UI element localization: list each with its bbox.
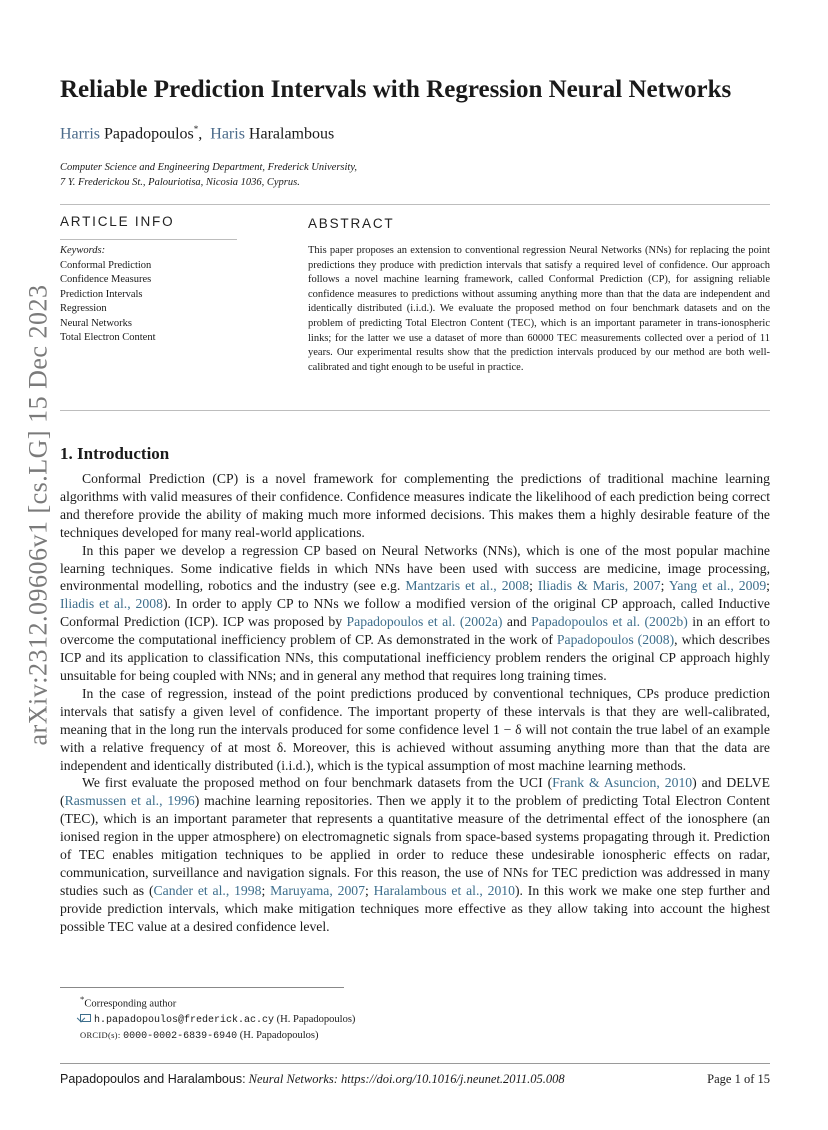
orcid-label: ORCID(s): xyxy=(80,1029,121,1040)
footnote-email: h.papadopoulos@frederick.ac.cy (H. Papadopoulos) xyxy=(80,1012,355,1028)
footer-journal: Neural Networks: https://doi.org/10.1016/j.neunet.2011.05.008 xyxy=(248,1072,565,1086)
citation-link[interactable]: Rasmussen et al., 1996 xyxy=(64,793,195,809)
footer-divider xyxy=(60,1063,770,1064)
keyword: Conformal Prediction xyxy=(60,259,152,271)
abstract-text: This paper proposes an extension to conventional regression Neural Networks (NNs) for replacing the point predictions they produce with prediction intervals that satisfy a required level of confidence. Our approach follows a novel machine learning framework, called Conformal Prediction (CP), for assigning reliable confidence measures to predictions without assuming anything more than that the data are independent and identically distributed (i.i.d.). We evaluate the proposed method on four benchmark datasets and on the problem of predicting Total Electron Content (TEC), which is an important parameter in trans-ionospheric links; for the latter we use a dataset of more than 60000 TEC measurements collected over a period of 11 years. Our experimental results show that the prediction intervals produced by our method are both well-calibrated and tight enough to be useful in practice. xyxy=(308,245,770,373)
author-last-name: Papadopoulos xyxy=(103,125,194,143)
paragraph: Conformal Prediction (CP) is a novel framework for complementing the predictions of traditional machine learning algorithms with valid measures of their confidence. Confidence measures indicate the likelihood of each prediction being correct and therefore provide the ability of making much more informed decisions. This makes them a highly desirable feature of the techniques developed for many real-world applications. xyxy=(60,471,770,540)
author-last-name: Haralambous xyxy=(248,125,335,143)
author-line: Harris Papadopoulos*, Haris Haralambous xyxy=(60,124,335,143)
citation-link[interactable]: Haralambous et al., 2010 xyxy=(373,882,515,898)
footnotes xyxy=(80,992,355,1044)
paragraph: We first evaluate the proposed method on four benchmark datasets from the UCI (Frank & Asuncion, 2010) and DELVE (Rasmussen et al., 1996) machine learning repositories. Then we apply it to the problem of predicting Total Electron Content (TEC), which is an important parameter that represents a quantitative measure of the detrimental effect of the ionosphere (an ionised region in the upper atmosphere) on electromagnetic signals from space-based systems propagating through it. Prediction of TEC enables mitigation techniques to be applied in order to reduce these undesirable ionospheric effects on radar, communication, surveillance and navigation signals. For this reason, the use of NNs for TEC prediction was addressed in many studies such as (Cander et al., 1998; Maruyama, 2007; Haralambous et al., 2010). In this work we make one step further and provide prediction intervals, which make mitigation techniques more effective as they allow taking into account the highest possible TEC value at a desired confidence level. xyxy=(60,775,771,934)
keyword: Confidence Measures xyxy=(60,274,152,285)
citation-link[interactable]: Papadopoulos et al. (2002b) xyxy=(531,614,688,630)
keywords-block xyxy=(60,244,156,346)
corresponding-mark: * xyxy=(193,124,199,134)
citation-link[interactable]: Papadopoulos et al. (2002a) xyxy=(346,614,503,630)
mail-icon xyxy=(80,1014,91,1022)
arxiv-id: arXiv:2312.09606v1 [cs.LG] 15 Dec 2023 xyxy=(23,284,53,746)
paragraph: In this paper we develop a regression CP based on Neural Networks (NNs), which is one of the most popular machine learning techniques. Some indicative fields in which NNs have been used with success are medicine, image processing, environmental modelling, robotics and the industry (see e.g. Mantzaris et al., 2008; Iliadis & Maris, 2007; Yang et al., 2009; Iliadis et al., 2008). In order to apply CP to NNs we follow a modified version of the original CP approach, called Inductive Conformal Prediction (ICP). ICP was proposed by Papadopoulos et al. (2002a) and Papadopoulos et al. (2002b) in an effort to overcome the computational inefficiency problem of CP. As demonstrated in the work of Papadopoulos (2008), which describes ICP and its application to classification NNs, this computational inefficiency problem renders the original CP approach highly unsuitable for being coupled with NNs; and in general any method that requires long training times. xyxy=(60,542,771,683)
page-number: Page 1 of 15 xyxy=(707,1072,770,1086)
footnote-orcid: ORCID(s): 0000-0002-6839-6940 (H. Papadopoulos) xyxy=(80,1029,319,1042)
keyword: Prediction Intervals xyxy=(60,288,143,300)
keywords-label: Keywords: xyxy=(60,245,106,256)
citation-link[interactable]: Iliadis et al., 2008 xyxy=(60,596,163,612)
divider xyxy=(60,410,770,411)
divider xyxy=(60,204,770,205)
author-first-name[interactable]: Haris xyxy=(210,125,245,143)
author-first-name[interactable]: Harris xyxy=(60,125,100,143)
paragraph: In the case of regression, instead of the point predictions produced by conventional techniques, CPs produce prediction intervals that satisfy a given level of confidence. The important property of these intervals is that they are well-calibrated, meaning that in the long run the intervals produced for some confidence level 1 − δ will not contain the true label of an example with a relative frequency of at most δ. Moreover, this is achieved without assuming anything more than that the data are independent and identically distributed (i.i.d.), which is the typical assumption of most machine learning methods. xyxy=(60,685,770,773)
article-info-heading: ARTICLE INFO xyxy=(60,214,175,229)
page-footer xyxy=(60,1072,770,1087)
citation-link[interactable]: Yang et al., 2009 xyxy=(668,578,767,594)
citation-link[interactable]: Papadopoulos (2008) xyxy=(556,632,675,648)
citation-link[interactable]: Maruyama, 2007 xyxy=(270,882,365,898)
footnote-corresponding: *Corresponding author xyxy=(80,994,177,1010)
citation-link[interactable]: Mantzaris et al., 2008 xyxy=(405,578,530,594)
citation-link[interactable]: Cander et al., 1998 xyxy=(153,882,262,898)
abstract-heading: ABSTRACT xyxy=(308,216,395,231)
divider xyxy=(60,239,237,240)
affiliation-line: 7 Y. Frederickou St., Palouriotisa, Nicosia 1036, Cyprus. xyxy=(60,176,300,188)
arxiv-watermark xyxy=(14,250,62,780)
affiliation xyxy=(60,161,357,190)
email-link[interactable]: h.papadopoulos@frederick.ac.cy xyxy=(94,1014,275,1026)
paper-title: Reliable Prediction Intervals with Regression Neural Networks xyxy=(60,76,732,103)
citation-link[interactable]: Frank & Asuncion, 2010 xyxy=(552,775,693,791)
section-heading: 1. Introduction xyxy=(60,444,170,463)
footer-authors: Papadopoulos and Haralambous: xyxy=(60,1072,246,1086)
keyword: Neural Networks xyxy=(60,317,133,329)
citation-link[interactable]: Iliadis & Maris, 2007 xyxy=(537,578,661,594)
footer-citation xyxy=(60,1072,565,1087)
body-text xyxy=(60,470,770,936)
footnote-divider xyxy=(60,987,344,988)
keyword: Regression xyxy=(60,303,107,314)
affiliation-line: Computer Science and Engineering Department, Frederick University, xyxy=(60,162,358,173)
keyword: Total Electron Content xyxy=(60,332,156,343)
orcid-id: 0000-0002-6839-6940 xyxy=(123,1030,238,1042)
